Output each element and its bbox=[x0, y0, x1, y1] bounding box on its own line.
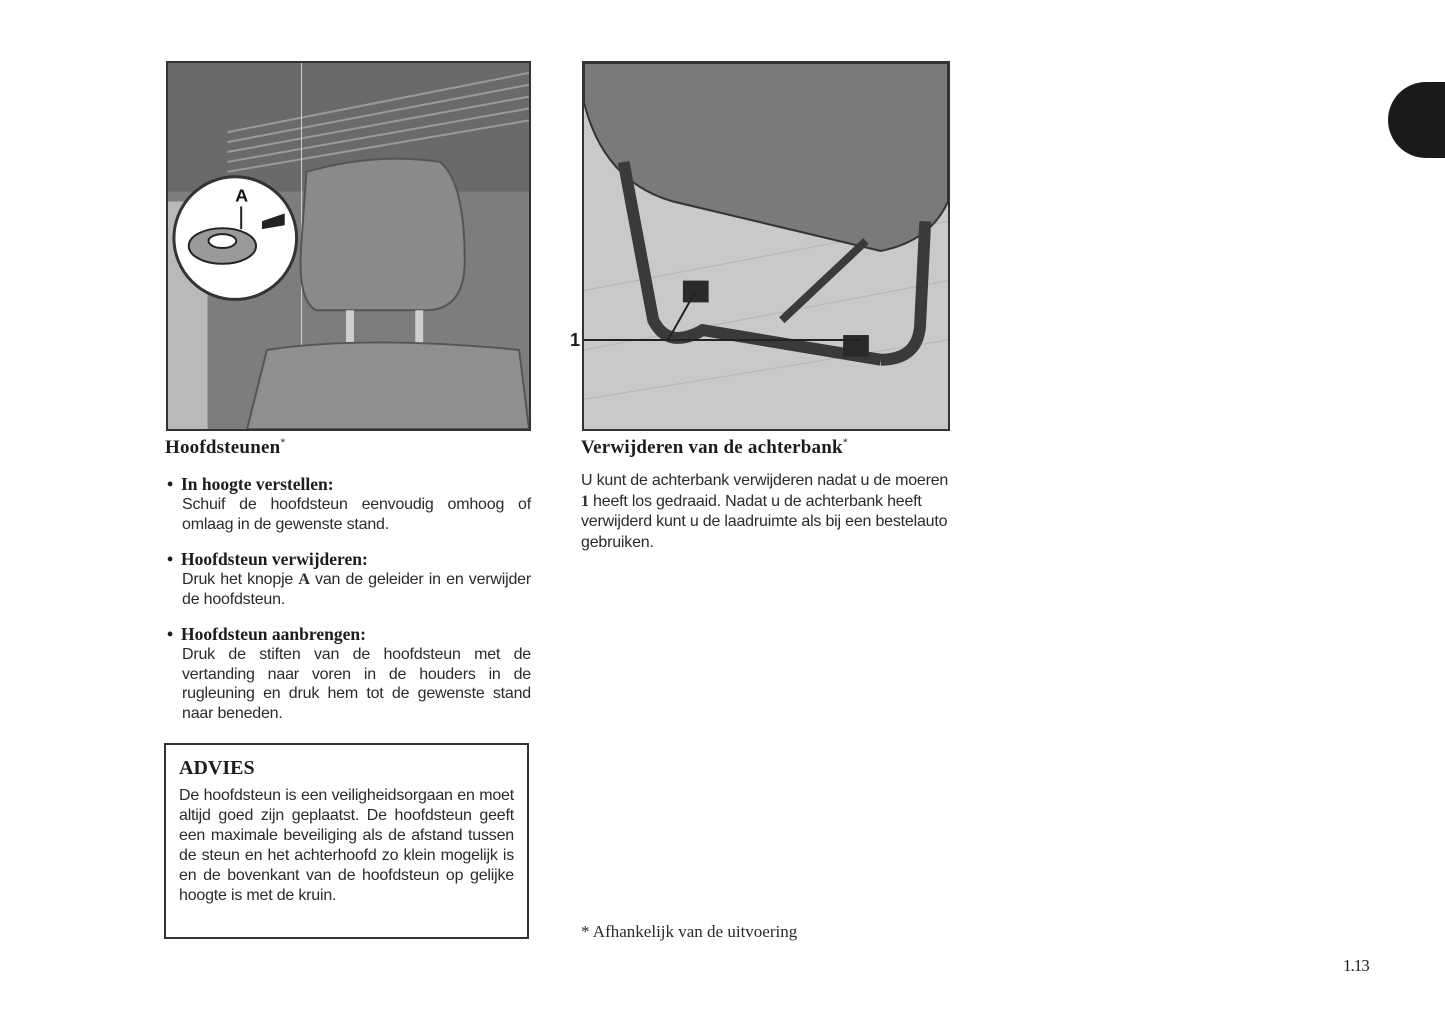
section-title-headrests: Hoofdsteunen* bbox=[165, 437, 286, 458]
bullet-remove-headrest bbox=[165, 548, 531, 609]
photo-label-a: A bbox=[235, 185, 249, 206]
left-column bbox=[165, 437, 531, 723]
bullet-install-headrest bbox=[165, 623, 531, 723]
page-number: 1.13 bbox=[1343, 956, 1369, 975]
bullet-adjust-height bbox=[165, 473, 531, 534]
headrest-illustration bbox=[168, 63, 529, 429]
rear-bench-illustration bbox=[584, 63, 948, 429]
advice-text: De hoofdsteun is een veiligheidsorgaan en moet altijd goed zijn geplaatst. De hoofdsteun geeft een maximale beveiliging als de afstand tussen de steun en het achterhoofd zo klein mogelijk is en de bovenkant van de hoofdsteun op gelijke hoogte is met de kruin. bbox=[179, 787, 514, 904]
footnote: * Afhankelijk van de uitvoering bbox=[581, 922, 798, 941]
bullet-text: Druk het knopje A van de geleider in en verwijder de hoofdsteun. bbox=[182, 571, 532, 608]
right-column bbox=[581, 437, 951, 553]
rear-bench-text: U kunt de achterbank verwijderen nadat u de moeren 1 heeft los gedraaid. Nadat u de achterbank heeft verwijderd kunt u de laadruimte als bij een bestelauto gebruiken. bbox=[581, 472, 949, 551]
advice-title: ADVIES bbox=[179, 757, 255, 779]
headrest-photo bbox=[166, 61, 531, 431]
bullet-text: Druk de stiften van de hoofdsteun met de vertanding naar voren in de houders in de rugleuning en druk hem tot de gewenste stand naar beneden. bbox=[182, 646, 531, 722]
bullet-heading: • In hoogte verstellen: bbox=[167, 474, 334, 494]
chapter-tab-marker bbox=[1388, 82, 1445, 158]
bullet-heading: • Hoofdsteun verwijderen: bbox=[167, 549, 368, 569]
bullet-text: Schuif de hoofdsteun eenvoudig omhoog of omlaag in de gewenste stand. bbox=[182, 496, 531, 533]
bullet-heading: • Hoofdsteun aanbrengen: bbox=[167, 624, 366, 644]
photo-label-1: 1 bbox=[570, 330, 581, 350]
advice-box bbox=[164, 743, 529, 939]
section-title-rear-bench: Verwijderen van de achterbank* bbox=[581, 437, 848, 458]
rear-bench-photo bbox=[582, 61, 950, 431]
